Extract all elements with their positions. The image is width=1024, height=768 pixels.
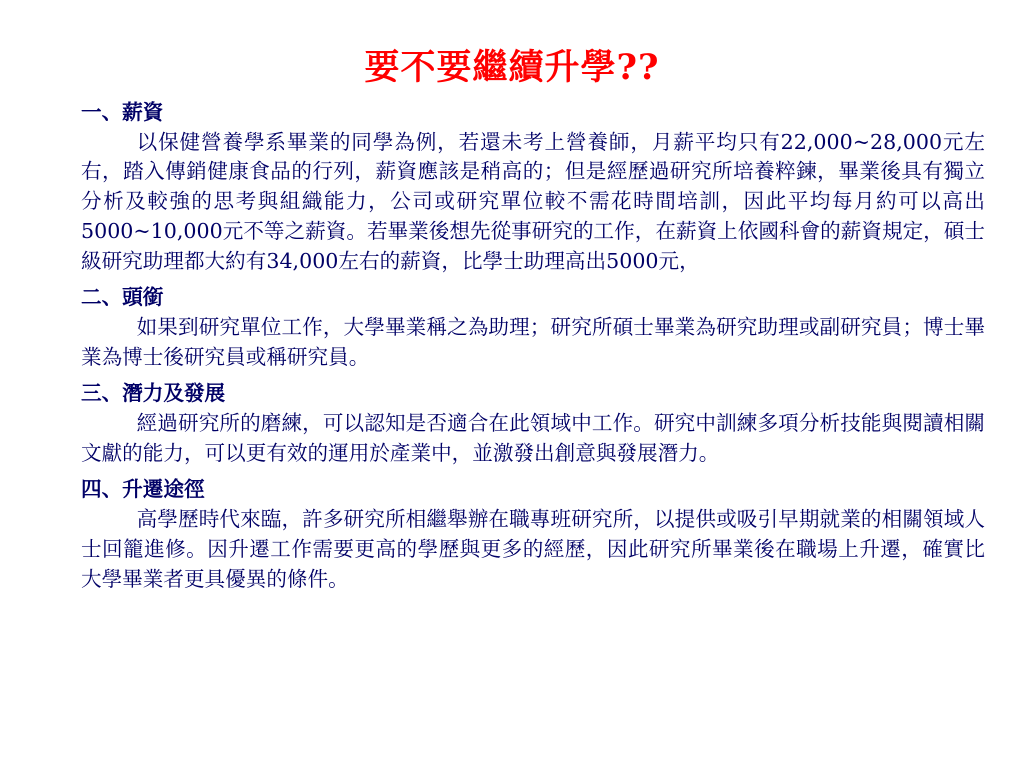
section-promotion	[81, 475, 985, 594]
section-heading: 四、升遷途徑	[81, 477, 205, 502]
slide-title: 要不要繼續升學??	[364, 47, 660, 88]
slide-content	[81, 98, 985, 601]
section-title	[81, 283, 985, 372]
section-heading: 一、薪資	[81, 100, 164, 124]
section-body: 經過研究所的磨練，可以認知是否適合在此領域中工作。研究中訓練多項分析技能與閱讀相關文獻的能力，可以更有效的運用於產業中，並激發出創意與發展潛力。	[81, 411, 985, 465]
section-potential	[81, 379, 985, 468]
section-heading: 三、潛力及發展	[81, 381, 226, 406]
section-body: 以保健營養學系畢業的同學為例，若還未考上營養師，月薪平均只有22,000~28,000元左右，踏入傳銷健康食品的行列，薪資應該是稍高的；但是經歷過研究所培養粹鍊，畢業後具有獨立分析及較強的思考與組織能力，公司或研究單位較不需花時間培訓，因此平均每月約可以高出5000~10,000元不等之薪資。若畢業後想先從事研究的工作，在薪資上依國科會的薪資規定，碩士級研究助理都大約有34,000左右的薪資，比學士助理高出5000元，	[81, 129, 985, 273]
section-body: 高學歷時代來臨，許多研究所相繼舉辦在職專班研究所，以提供或吸引早期就業的相關領域人士回籠進修。因升遷工作需要更高的學歷與更多的經歷，因此研究所畢業後在職場上升遷，確實比大學畢業者更具優異的條件。	[81, 507, 985, 591]
section-body: 如果到研究單位工作，大學畢業稱之為助理；研究所碩士畢業為研究助理或副研究員；博士畢業為博士後研究員或稱研究員。	[81, 314, 985, 369]
section-heading: 二、頭銜	[81, 285, 164, 310]
section-salary	[81, 98, 985, 276]
